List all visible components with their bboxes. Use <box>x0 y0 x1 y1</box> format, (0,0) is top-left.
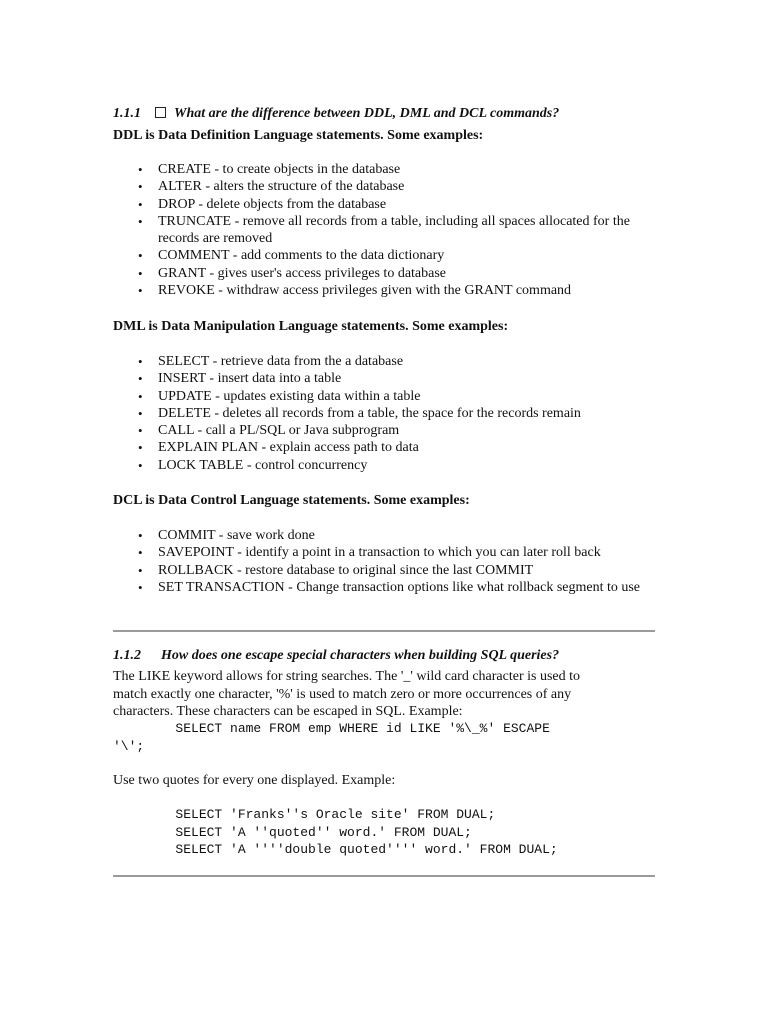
dcl-list <box>113 527 673 596</box>
escape-explanation <box>113 668 673 721</box>
list-item: • SET TRANSACTION - Change transaction options like what rollback segment to use <box>113 579 658 596</box>
code-block <box>113 806 558 859</box>
list-item: • SAVEPOINT - identify a point in a transaction to which you can later roll back <box>113 544 673 561</box>
list-item: • TRUNCATE - remove all records from a table, including all spaces allocated for the records are removed <box>113 213 658 248</box>
quotes-intro: Use two quotes for every one displayed. Example: <box>113 773 396 788</box>
paragraph-line: characters. These characters can be escaped in SQL. Example: <box>113 704 463 720</box>
code-line: SELECT 'A ''quoted'' word.' FROM DUAL; <box>113 824 472 840</box>
ddl-list <box>113 161 673 299</box>
list-item: • ROLLBACK - restore database to original since the last COMMIT <box>113 562 673 579</box>
section-number: 1.1.1 <box>113 106 141 121</box>
list-item: • REVOKE - withdraw access privileges given with the GRANT command <box>113 282 673 299</box>
list-item: • ALTER - alters the structure of the database <box>113 178 673 195</box>
list-item: • CALL - call a PL/SQL or Java subprogram <box>113 422 673 439</box>
code-line: SELECT 'Franks''s Oracle site' FROM DUAL; <box>113 807 496 822</box>
section-title: What are the difference between DDL, DML and DCL commands? <box>174 106 560 121</box>
dml-list <box>113 353 673 474</box>
code-line: SELECT name FROM emp WHERE id LIKE '%\_%' ESCAPE <box>113 721 550 736</box>
list-item: • DROP - delete objects from the database <box>113 196 673 213</box>
list-item: • LOCK TABLE - control concurrency <box>113 457 673 474</box>
code-line: SELECT 'A ''''double quoted'''' word.' FROM DUAL; <box>113 842 558 857</box>
section-heading-1-1-2 <box>113 648 559 664</box>
list-item: • COMMIT - save work done <box>113 527 673 544</box>
horizontal-divider <box>113 630 655 632</box>
list-item: • UPDATE - updates existing data within a table <box>113 388 673 405</box>
section-title: How does one escape special characters when building SQL queries? <box>161 648 560 663</box>
ddl-intro: DDL is Data Definition Language statements. Some examples: <box>113 128 484 143</box>
list-item: • COMMENT - add comments to the data dictionary <box>113 247 673 264</box>
checkbox-square-icon <box>155 107 166 118</box>
code-line: '\'; <box>113 739 145 754</box>
list-item: • INSERT - insert data into a table <box>113 370 673 387</box>
dml-intro: DML is Data Manipulation Language statements. Some examples: <box>113 319 509 334</box>
dcl-intro: DCL is Data Control Language statements. Some examples: <box>113 493 470 508</box>
section-heading-1-1-1 <box>113 106 559 122</box>
list-item: • GRANT - gives user's access privileges to database <box>113 265 673 282</box>
paragraph-line: The LIKE keyword allows for string searches. The '_' wild card character is used to <box>113 669 581 684</box>
paragraph-line: match exactly one character, '%' is used to match zero or more occurrences of any <box>113 686 572 702</box>
horizontal-divider <box>113 875 655 877</box>
list-item: • CREATE - to create objects in the database <box>113 161 673 178</box>
list-item: • EXPLAIN PLAN - explain access path to data <box>113 439 673 456</box>
list-item: • SELECT - retrieve data from the a database <box>113 353 673 370</box>
list-item: • DELETE - deletes all records from a table, the space for the records remain <box>113 405 673 422</box>
section-number: 1.1.2 <box>113 648 141 663</box>
